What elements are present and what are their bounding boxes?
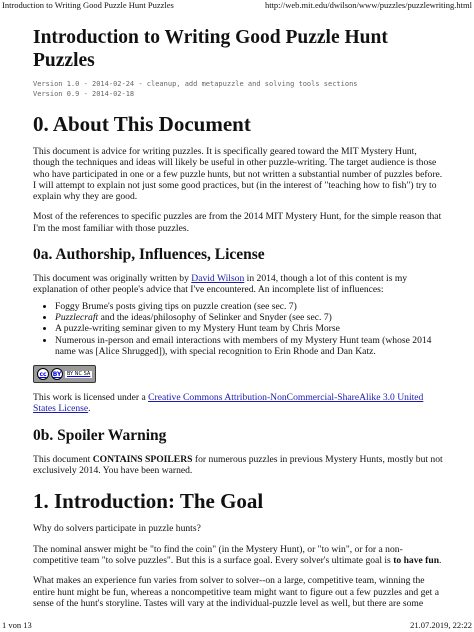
section-heading-spoiler: 0b. Spoiler Warning: [33, 426, 167, 444]
text: in 2014, though a lot of this content is my explanation of other people's advice that I've encountered. An incomplete list of influences:: [33, 273, 408, 296]
document-body: [33, 26, 445, 609]
spoiler-emphasis: CONTAINS SPOILERS: [92, 453, 193, 465]
text: Numerous in-person and email interactions with members of my Mystery Hunt team (whose 2014 name was [Alice Shrugged]), with special recognition to Erin Rhode and Dan Katz.: [55, 334, 432, 357]
paragraph: [33, 544, 445, 567]
paragraph: Why do solvers participate in puzzle hunts?: [33, 523, 201, 535]
cc-logo-icon: cc: [37, 368, 49, 380]
list-item: [55, 301, 445, 312]
print-header-title: Introduction to Writing Good Puzzle Hunt Puzzles: [2, 0, 174, 10]
influences-list: [33, 301, 445, 357]
version-history: [33, 79, 445, 99]
text: This document was originally written by: [33, 273, 192, 285]
paragraph: What makes an experience fun varies from solver to solver--on a large, competitive team, winning the entire hunt might be fun, whereas a noncompetitive team might want to figure out a few puzzles and get a sense of the hunt's storyline. Tastes will vary at the individual-puzzle level as well, but there are some: [33, 575, 440, 609]
print-header-url: http://web.mit.edu/dwilson/www/puzzles/puzzlewriting.html: [264, 0, 472, 10]
text: This document: [33, 453, 93, 465]
license-paragraph: [33, 392, 445, 415]
section-heading-about: 0. About This Document: [33, 112, 251, 136]
text: A puzzle-writing seminar given to my Mystery Hunt team by Chris Morse: [55, 323, 340, 335]
version-line: Version 0.9 - 2014-02-18: [33, 90, 135, 98]
text: and the ideas/philosophy of Selinker and Snyder (see sec. 7): [98, 311, 332, 323]
page-counter: 1 von 13: [2, 620, 32, 630]
license-link[interactable]: Creative Commons Attribution-NonCommercial-ShareAlike 3.0 United States License: [33, 392, 424, 415]
paragraph: Most of the references to specific puzzles are from the 2014 MIT Mystery Hunt, for the simple reason that I'm the most familiar with those puzzles.: [33, 211, 442, 234]
author-link[interactable]: David Wilson: [191, 273, 245, 285]
text: for numerous puzzles in previous Mystery Hunts, mostly but not exclusively 2014. You have been warned.: [33, 453, 443, 477]
text: .: [88, 403, 91, 415]
license-badge-text: BY NC SA: [67, 370, 91, 377]
goal-emphasis: to have fun: [393, 554, 440, 566]
text: Foggy Brume's posts giving tips on puzzle creation (see sec. 7): [55, 300, 297, 312]
list-item: [55, 335, 445, 358]
document-title: Introduction to Writing Good Puzzle Hunt Puzzles: [33, 27, 388, 71]
section-heading-authorship: 0a. Authorship, Influences, License: [33, 246, 265, 264]
paragraph: [33, 273, 445, 296]
paragraph: [33, 454, 445, 477]
print-timestamp: 21.07.2019, 22:22: [410, 620, 472, 630]
version-line: Version 1.0 - 2014-02-24 - cleanup, add metapuzzle and solving tools sections: [33, 80, 358, 88]
list-item: [55, 312, 445, 323]
text: This work is licensed under a: [33, 392, 149, 404]
attribution-icon: BY: [51, 368, 63, 380]
list-item: [55, 323, 445, 334]
creative-commons-badge[interactable]: [33, 365, 96, 383]
paragraph: This document is advice for writing puzzles. It is specifically geared toward the MIT Mystery Hunt, though the techniques and ideas will likely be useful in other puzzle-writing. The target audience is those who have participated in one or a few puzzle hunts, but not written a substantial number of puzzles before. I will attempt to explain not just some good practices, but (in the interest of "teaching how to fish") try to explain why they are good.: [33, 146, 443, 203]
section-heading-introduction: 1. Introduction: The Goal: [33, 489, 264, 514]
text: The nominal answer might be "to find the coin" (in the Mystery Hunt), or "to win", or for a non-competitive team "to solve puzzles". But this is a surface goal. Every solver's ultimate goal is: [33, 543, 403, 566]
text: .: [439, 554, 442, 566]
book-title: Puzzlecraft: [55, 311, 99, 323]
